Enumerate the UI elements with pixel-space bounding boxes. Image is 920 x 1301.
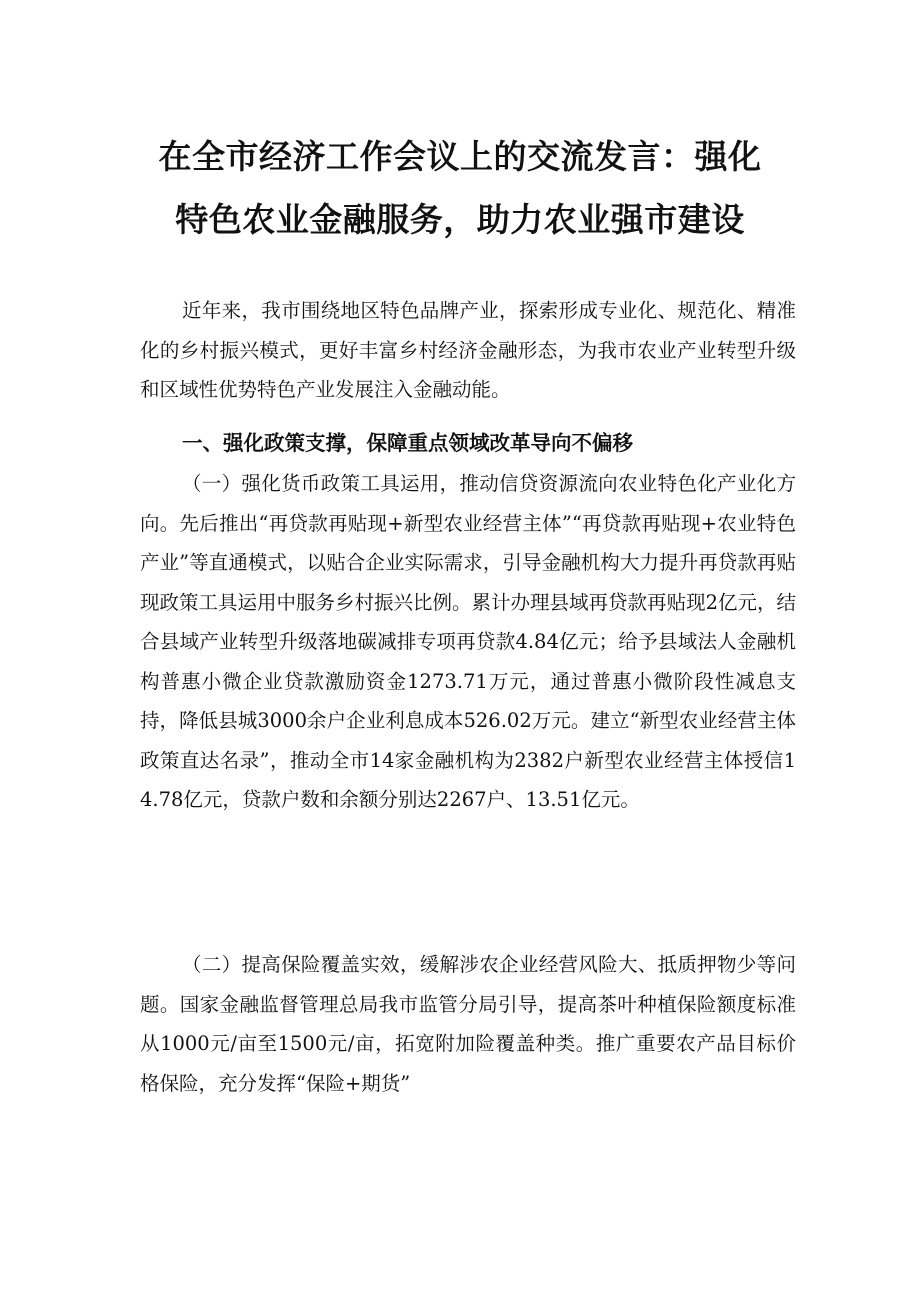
document-title-line-1: 在全市经济工作会议上的交流发言：强化 (158, 137, 762, 176)
document-title-line-2: 特色农业金融服务，助力农业强市建设 (175, 200, 745, 239)
item-paragraph-1: （一）强化货币政策工具运用，推动信贷资源流向农业特色化产业化方向。先后推出“再贷款再贴现+新型农业经营主体”“再贷款再贴现+农业特色产业”等直通模式，以贴合企业实际需求，引导金融机构大力提升再贷款再贴现政策工具运用中服务乡村振兴比例。累计办理县域再贷款再贴现2亿元，结合县域产业转型升级落地碳减排专项再贷款4.84亿元；给予县域法人金融机构普惠小微企业贷款激励资金1273.71万元，通过普惠小微阶段性减息支持，降低县城3000余户企业利息成本526.02万元。建立“新型农业经营主体政策直达名录”，推动全市14家金融机构为2382户新型农业经营主体授信14.78亿元，贷款户数和余额分别达2267户、13.51亿元。 (140, 472, 796, 811)
item-paragraph-2: （二）提高保险覆盖实效，缓解涉农企业经营风险大、抵质押物少等问题。国家金融监督管理总局我市监管分局引导，提高茶叶种植保险额度标准从1000元/亩至1500元/亩，拓宽附加险覆盖种类。推广重要农产品目标价格保险，充分发挥“保险+期货” (140, 953, 796, 1095)
intro-paragraph: 近年来，我市围绕地区特色品牌产业，探索形成专业化、规范化、精准化的乡村振兴模式，更好丰富乡村经济金融形态，为我市农业产业转型升级和区域性优势特色产业发展注入金融动能。 (140, 299, 796, 401)
section-heading-1: 一、强化政策支撑，保障重点领域改革导向不偏移 (182, 431, 633, 455)
